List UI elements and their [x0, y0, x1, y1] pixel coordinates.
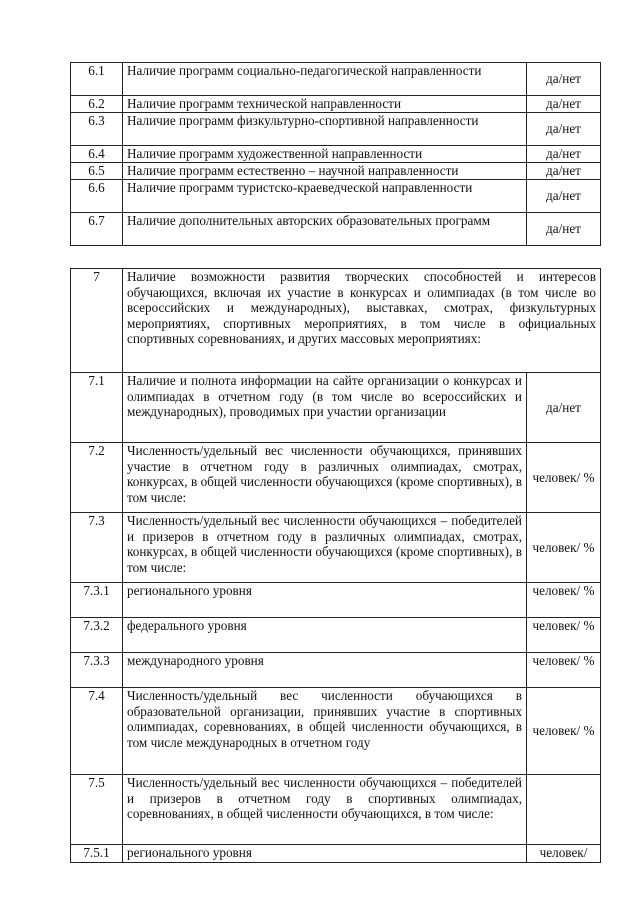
table-row — [71, 113, 601, 146]
indicator-text: Наличие программ художественной направленности — [123, 146, 527, 163]
indicator-text: регионального уровня — [123, 845, 527, 863]
row-number: 6.5 — [71, 163, 123, 180]
row-number: 6.3 — [71, 113, 123, 146]
table-row — [71, 213, 601, 246]
indicator-text: Численность/удельный вес численности обучающихся – победителей и призеров в отчетном году в различных олимпиадах, смотрах, конкурсах, в общей численности обучающихся (кроме спортивных), в том числе: — [123, 513, 527, 583]
indicator-text: федерального уровня — [123, 618, 527, 653]
table-row — [71, 513, 601, 583]
table-row — [71, 688, 601, 775]
unit-cell: да/нет — [527, 63, 601, 96]
unit-cell — [527, 775, 601, 845]
indicator-text: Наличие программ естественно – научной направленности — [123, 163, 527, 180]
row-number: 6.1 — [71, 63, 123, 96]
row-number: 7.3.2 — [71, 618, 123, 653]
indicator-text: Наличие программ технической направленности — [123, 96, 527, 113]
row-number: 7.5.1 — [71, 845, 123, 863]
table-row — [71, 63, 601, 96]
indicator-text: Численность/удельный вес численности обучающихся в образовательной организации, принявших участие в спортивных олимпиадах, соревнованиях, в общей численности обучающихся, в том числе международных в отчетном году — [123, 688, 527, 775]
unit-cell: да/нет — [527, 113, 601, 146]
row-number: 6.4 — [71, 146, 123, 163]
unit-cell: да/нет — [527, 373, 601, 443]
table-row — [71, 269, 601, 373]
indicator-text: Наличие возможности развития творческих способностей и интересов обучающихся, включая их участие в конкурсах и олимпиадах (в том числе во всероссийских и международных), выставках, смотрах, физкультурных мероприятиях, спортивных мероприятиях, в том числе в официальных спортивных соревнованиях, и других массовых мероприятиях: — [123, 269, 601, 373]
table-row — [71, 443, 601, 513]
row-number: 6.7 — [71, 213, 123, 246]
row-number: 7.4 — [71, 688, 123, 775]
table-row — [71, 845, 601, 863]
table-row — [71, 373, 601, 443]
table-row — [71, 618, 601, 653]
indicators-table-section-7 — [70, 268, 601, 863]
indicator-text: регионального уровня — [123, 583, 527, 618]
unit-cell: да/нет — [527, 146, 601, 163]
indicator-text: Наличие и полнота информации на сайте организации о конкурсах и олимпиадах в отчетном году (в том числе во всероссийских и международных), проводимых при участии организации — [123, 373, 527, 443]
indicator-text: Наличие программ туристско-краеведческой направленности — [123, 180, 527, 213]
row-number: 7.3 — [71, 513, 123, 583]
unit-cell: человек/ % — [527, 513, 601, 583]
unit-cell: человек/ % — [527, 688, 601, 775]
unit-cell: да/нет — [527, 213, 601, 246]
table-row — [71, 653, 601, 688]
row-number: 7.5 — [71, 775, 123, 845]
table-row — [71, 775, 601, 845]
row-number: 7.3.1 — [71, 583, 123, 618]
unit-cell: да/нет — [527, 163, 601, 180]
indicator-text: международного уровня — [123, 653, 527, 688]
table-row — [71, 96, 601, 113]
indicator-text: Численность/удельный вес численности обучающихся – победителей и призеров в отчетном году в спортивных олимпиадах, соревнованиях, в общей численности обучающихся, в том числе: — [123, 775, 527, 845]
row-number: 6.6 — [71, 180, 123, 213]
indicators-table-section-6 — [70, 62, 601, 246]
unit-cell: человек/ % — [527, 653, 601, 688]
indicator-text: Наличие программ социально-педагогической направленности — [123, 63, 527, 96]
unit-cell: человек/ — [527, 845, 601, 863]
row-number: 7.2 — [71, 443, 123, 513]
unit-cell: человек/ % — [527, 618, 601, 653]
table-row — [71, 163, 601, 180]
unit-cell: да/нет — [527, 96, 601, 113]
unit-cell: человек/ % — [527, 443, 601, 513]
row-number: 7 — [71, 269, 123, 373]
row-number: 6.2 — [71, 96, 123, 113]
table-row — [71, 583, 601, 618]
indicator-text: Наличие дополнительных авторских образовательных программ — [123, 213, 527, 246]
indicator-text: Наличие программ физкультурно-спортивной направленности — [123, 113, 527, 146]
table-row — [71, 180, 601, 213]
table-row — [71, 146, 601, 163]
indicator-text: Численность/удельный вес численности обучающихся, принявших участие в отчетном году в различных олимпиадах, смотрах, конкурсах, в общей численности обучающихся (кроме спортивных), в том числе: — [123, 443, 527, 513]
row-number: 7.1 — [71, 373, 123, 443]
unit-cell: человек/ % — [527, 583, 601, 618]
row-number: 7.3.3 — [71, 653, 123, 688]
unit-cell: да/нет — [527, 180, 601, 213]
